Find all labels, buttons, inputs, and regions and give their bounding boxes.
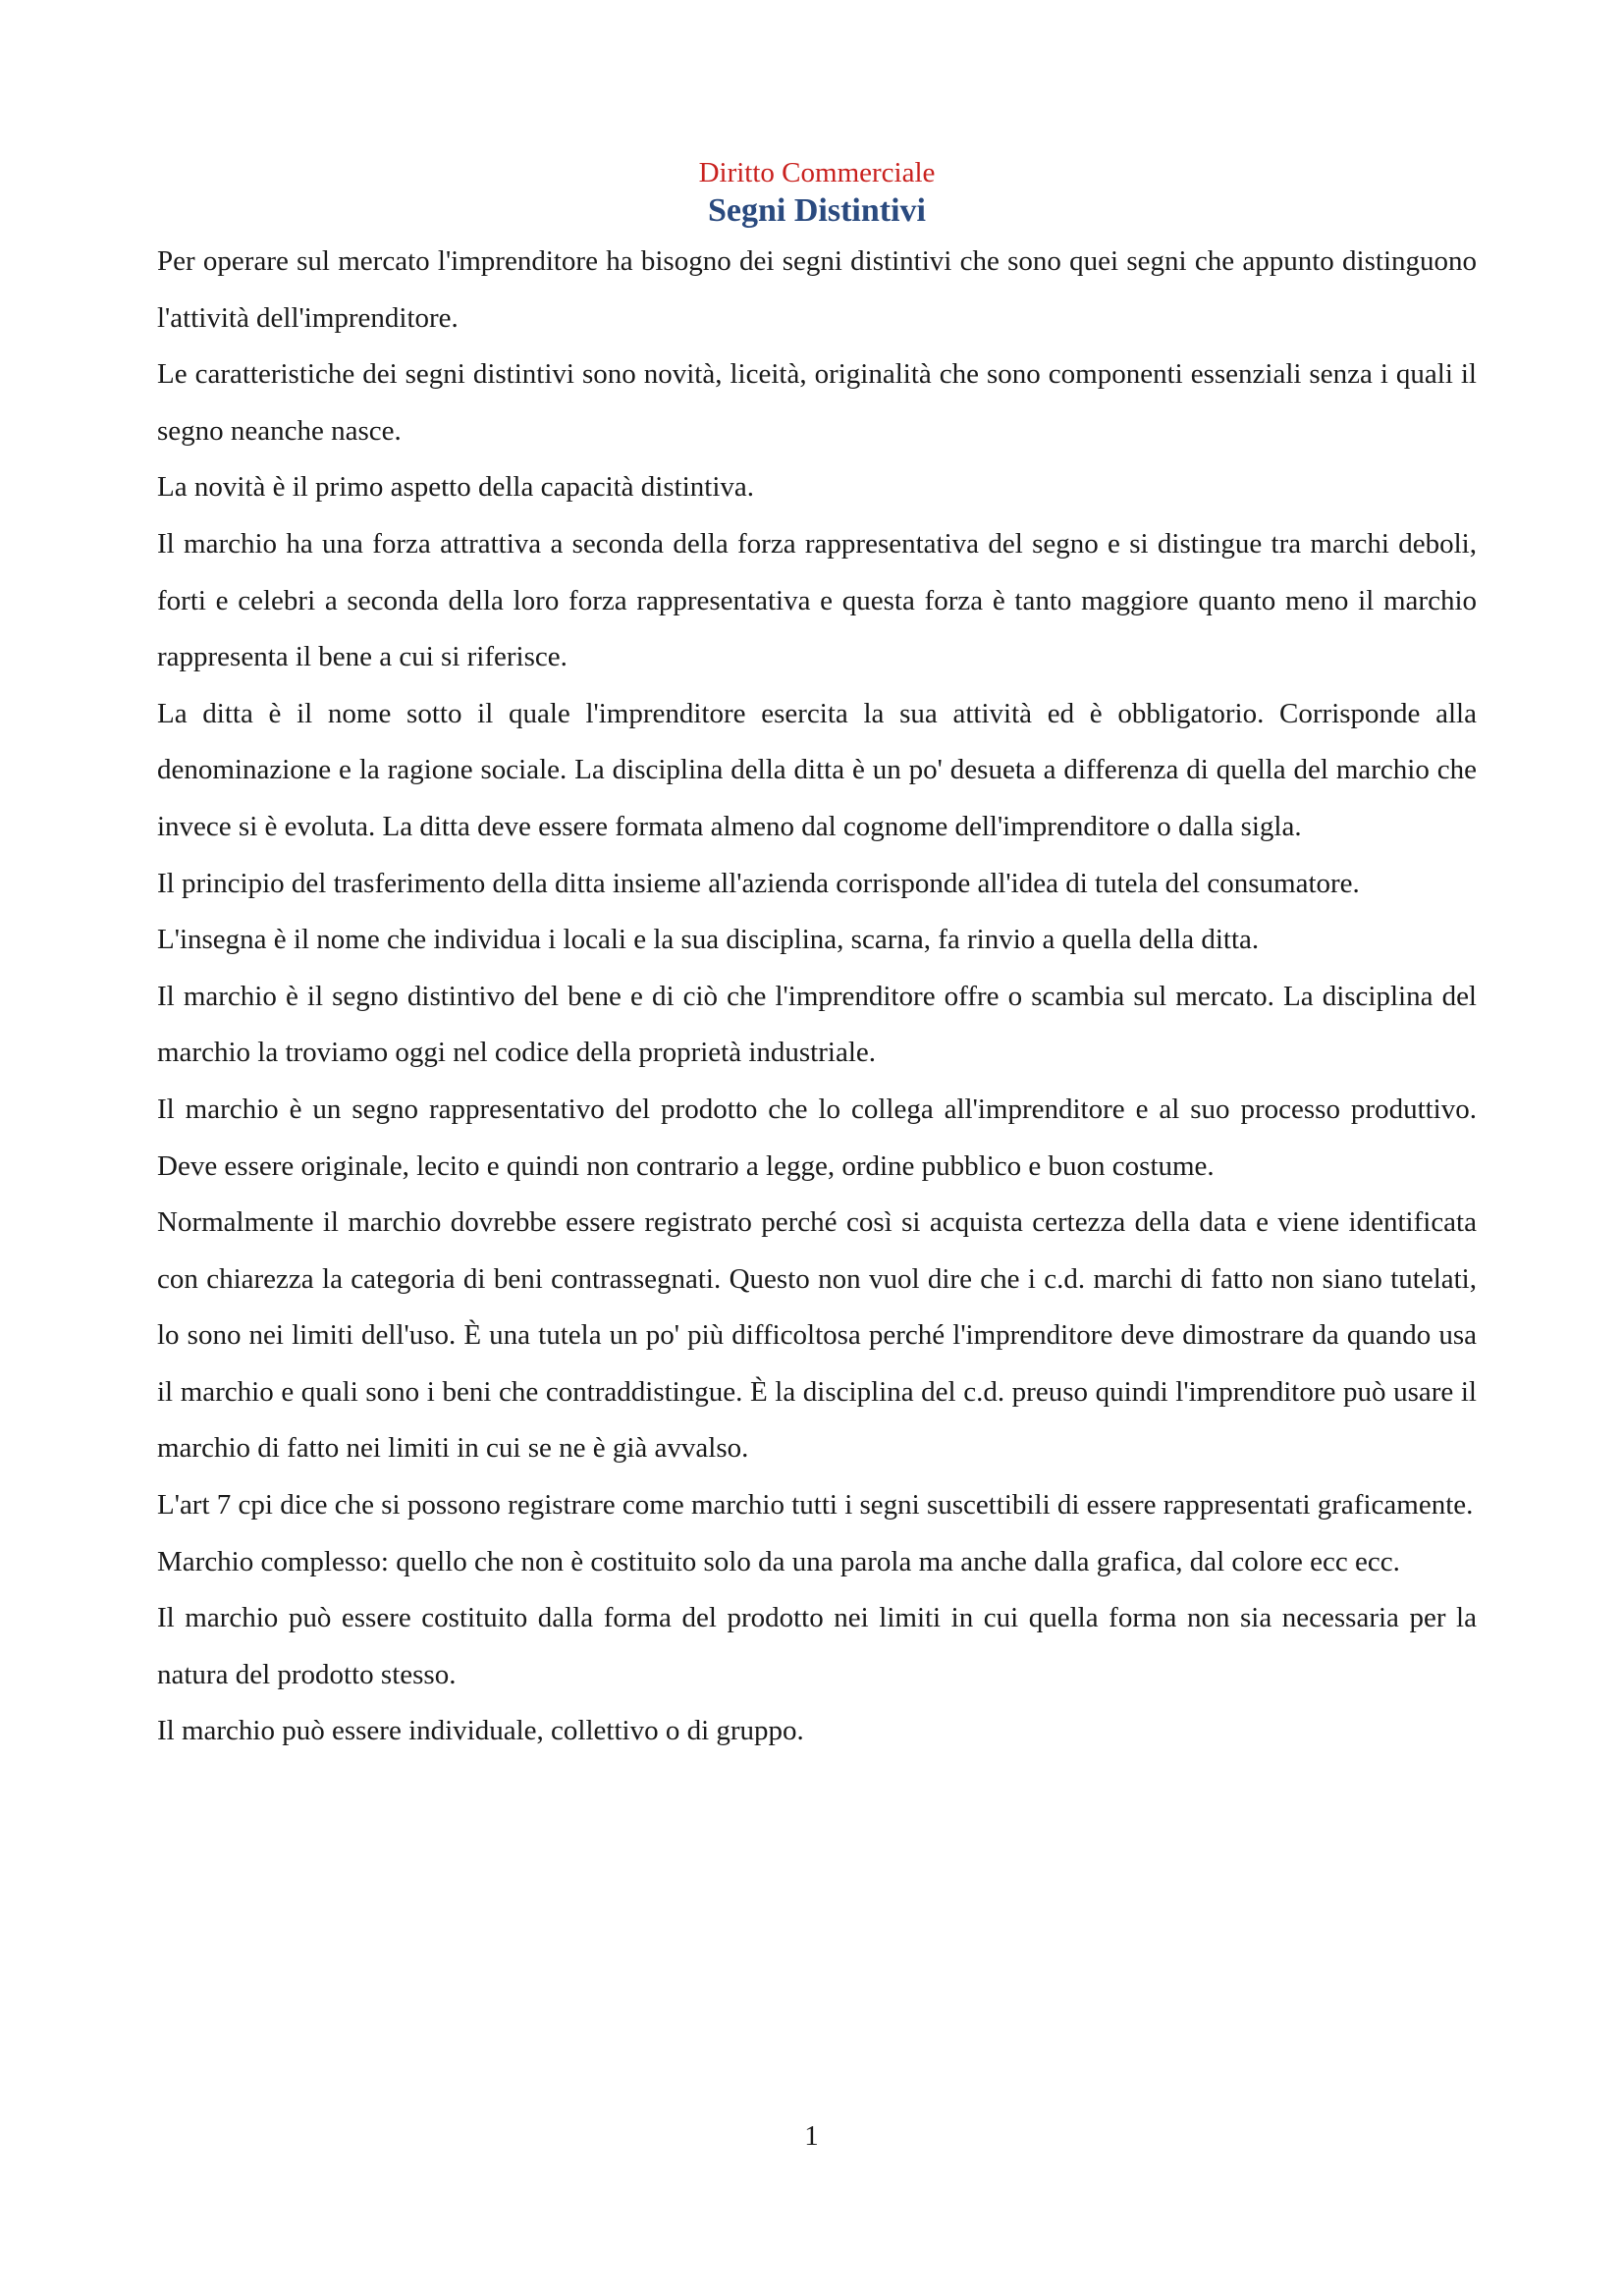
paragraph: Normalmente il marchio dovrebbe essere registrato perché così si acquista certezza della data e viene identificata con chiarezza la categoria di beni contrassegnati. Questo non vuol dire che i c.d. marchi di fatto non siano tutelati, lo sono nei limiti dell'uso. È una tutela un po' più difficoltosa perché l'imprenditore deve dimostrare da quando usa il marchio e quali sono i beni che contraddistingue. È la disciplina del c.d. preuso quindi l'imprenditore può usare il marchio di fatto nei limiti in cui se ne è già avvalso. [157, 1206, 1477, 1465]
paragraph: L'art 7 cpi dice che si possono registrare come marchio tutti i segni suscettibili di essere rappresentati graficamente. [157, 1489, 1474, 1522]
paragraph: Il marchio è un segno rappresentativo del prodotto che lo collega all'imprenditore e al suo processo produttivo. Deve essere originale, lecito e quindi non contrario a legge, ordine pubblico e buon costume. [157, 1093, 1477, 1182]
paragraph: La ditta è il nome sotto il quale l'imprenditore esercita la sua attività ed è obbligatorio. Corrisponde alla denominazione e la ragione sociale. La disciplina della ditta è un po' desueta a differenza di quella del marchio che invece si è evoluta. La ditta deve essere formata almeno dal cognome dell'imprenditore o dalla sigla. [157, 697, 1477, 842]
paragraph: La novità è il primo aspetto della capacità distintiva. [157, 471, 754, 504]
paragraph: Per operare sul mercato l'imprenditore ha bisogno dei segni distintivi che sono quei segni che appunto distinguono l'attività dell'imprenditore. [157, 245, 1477, 334]
document-title: Segni Distintivi [708, 192, 926, 229]
document-page [157, 155, 1477, 1760]
paragraph: Il marchio può essere costituito dalla forma del prodotto nei limiti in cui quella forma non sia necessaria per la natura del prodotto stesso. [157, 1602, 1477, 1690]
paragraph: Il marchio ha una forza attrattiva a seconda della forza rappresentativa del segno e si distingue tra marchi deboli, forti e celebri a seconda della loro forza rappresentativa e questa forza è tanto maggiore quanto meno il marchio rappresenta il bene a cui si riferisce. [157, 527, 1477, 673]
paragraph: Le caratteristiche dei segni distintivi sono novità, liceità, originalità che sono componenti essenziali senza i quali il segno neanche nasce. [157, 358, 1477, 447]
document-subject: Diritto Commerciale [698, 157, 936, 188]
paragraph: Il marchio può essere individuale, collettivo o di gruppo. [157, 1715, 804, 1747]
paragraph: Il principio del trasferimento della ditta insieme all'azienda corrisponde all'idea di tutela del consumatore. [157, 867, 1360, 899]
document-body [157, 234, 1477, 1760]
paragraph: Il marchio è il segno distintivo del bene e di ciò che l'imprenditore offre o scambia sul mercato. La disciplina del marchio la troviamo oggi nel codice della proprietà industriale. [157, 980, 1477, 1069]
page-number: 1 [804, 2120, 819, 2152]
paragraph: L'insegna è il nome che individua i locali e la sua disciplina, scarna, fa rinvio a quella della ditta. [157, 924, 1260, 956]
paragraph: Marchio complesso: quello che non è costituito solo da una parola ma anche dalla grafica, dal colore ecc ecc. [157, 1545, 1400, 1577]
